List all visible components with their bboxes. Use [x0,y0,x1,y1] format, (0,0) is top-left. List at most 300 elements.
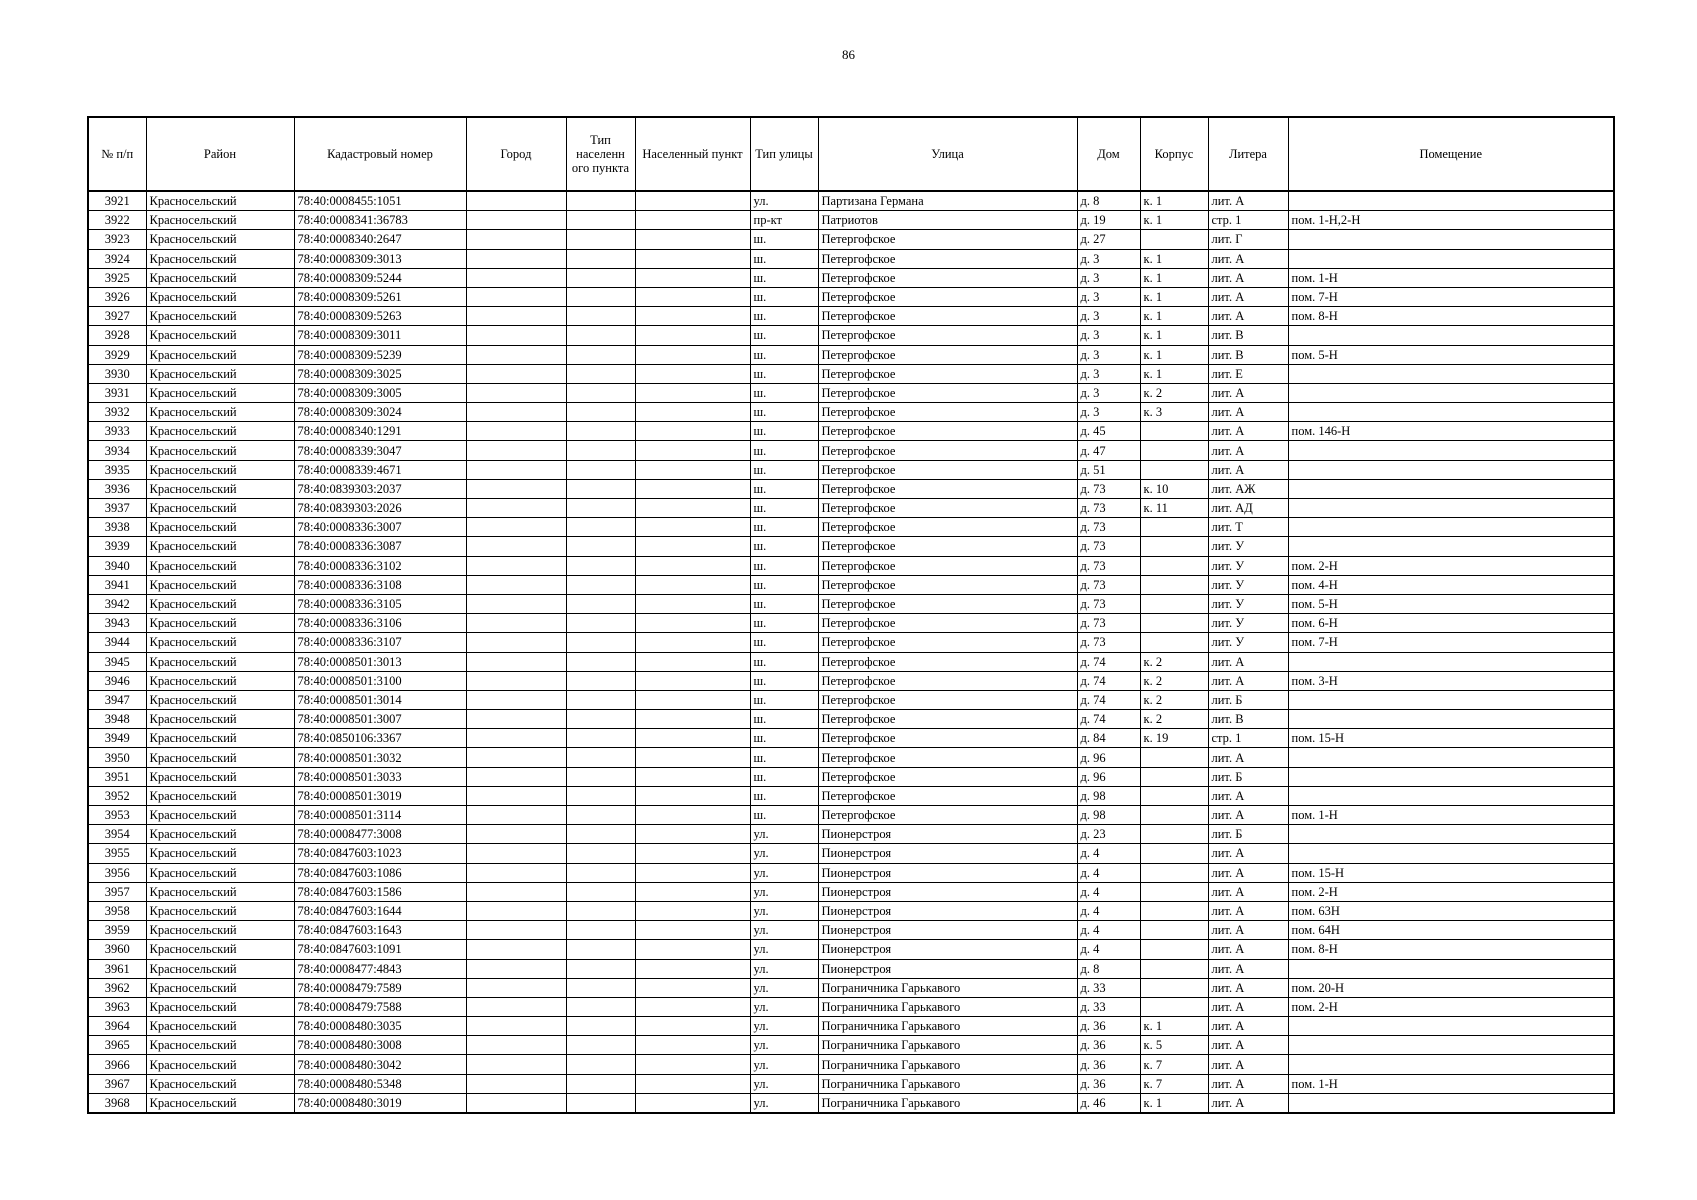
settlement-type-cell [566,767,635,786]
house-cell: д. 3 [1077,403,1140,422]
house-cell: д. 4 [1077,901,1140,920]
building-cell: к. 1 [1140,326,1208,345]
settlement-type-cell [566,249,635,268]
district-cell: Красносельский [146,191,294,211]
city-cell [466,901,566,920]
settlement-type-cell [566,997,635,1016]
building-cell: к. 1 [1140,287,1208,306]
street-type-cell: ул. [750,959,818,978]
premises-cell [1288,326,1614,345]
district-cell: Красносельский [146,211,294,230]
settlement-type-cell [566,345,635,364]
street-type-cell: ш. [750,614,818,633]
street-cell: Петергофское [818,614,1077,633]
settlement-cell [635,959,750,978]
letter-cell: лит. А [1208,1093,1288,1113]
building-cell: к. 1 [1140,211,1208,230]
row-number-cell: 3944 [88,633,146,652]
settlement-type-cell [566,594,635,613]
premises-cell [1288,479,1614,498]
house-cell: д. 74 [1077,690,1140,709]
city-cell [466,326,566,345]
table-row [88,1055,1614,1074]
city-cell [466,422,566,441]
street-cell: Петергофское [818,575,1077,594]
district-cell: Красносельский [146,614,294,633]
row-number-cell: 3935 [88,460,146,479]
house-cell: д. 98 [1077,786,1140,805]
settlement-type-cell [566,748,635,767]
letter-cell: лит. А [1208,786,1288,805]
city-cell [466,806,566,825]
cadastral-number-cell: 78:40:0008480:5348 [294,1074,466,1093]
letter-cell: лит. У [1208,575,1288,594]
settlement-type-cell [566,940,635,959]
premises-cell [1288,959,1614,978]
settlement-type-cell [566,633,635,652]
cadastral-number-cell: 78:40:0008477:3008 [294,825,466,844]
settlement-cell [635,767,750,786]
table-row [88,1017,1614,1036]
settlement-cell [635,633,750,652]
district-cell: Красносельский [146,767,294,786]
city-cell [466,594,566,613]
building-cell [1140,575,1208,594]
street-cell: Петергофское [818,287,1077,306]
settlement-cell [635,345,750,364]
premises-cell: пом. 5-Н [1288,345,1614,364]
cadastral-number-cell: 78:40:0008309:5239 [294,345,466,364]
street-type-cell: ул. [750,191,818,211]
row-number-cell: 3942 [88,594,146,613]
street-type-cell: ш. [750,710,818,729]
city-cell [466,882,566,901]
row-number-cell: 3934 [88,441,146,460]
street-cell: Петергофское [818,556,1077,575]
premises-cell: пом. 4-Н [1288,575,1614,594]
table-row [88,307,1614,326]
column-header-building: Корпус [1140,117,1208,191]
city-cell [466,786,566,805]
building-cell [1140,825,1208,844]
building-cell: к. 7 [1140,1074,1208,1093]
house-cell: д. 98 [1077,806,1140,825]
premises-cell: пом. 7-Н [1288,633,1614,652]
house-cell: д. 3 [1077,268,1140,287]
building-cell [1140,518,1208,537]
table-row [88,537,1614,556]
letter-cell: лит. А [1208,1036,1288,1055]
settlement-type-cell [566,441,635,460]
column-header-settlement-type: Тип населенн ого пункта [566,117,635,191]
settlement-cell [635,1017,750,1036]
city-cell [466,403,566,422]
house-cell: д. 73 [1077,594,1140,613]
row-number-cell: 3930 [88,364,146,383]
table-row [88,748,1614,767]
letter-cell: лит. А [1208,1074,1288,1093]
street-cell: Петергофское [818,422,1077,441]
table-row [88,901,1614,920]
premises-cell [1288,441,1614,460]
district-cell: Красносельский [146,422,294,441]
premises-cell: пом. 8-Н [1288,940,1614,959]
premises-cell [1288,1036,1614,1055]
street-cell: Патриотов [818,211,1077,230]
street-cell: Пограничника Гарькавого [818,997,1077,1016]
street-type-cell: ш. [750,786,818,805]
street-type-cell: ул. [750,901,818,920]
building-cell [1140,614,1208,633]
settlement-type-cell [566,403,635,422]
city-cell [466,364,566,383]
district-cell: Красносельский [146,326,294,345]
street-cell: Петергофское [818,326,1077,345]
row-number-cell: 3933 [88,422,146,441]
settlement-cell [635,594,750,613]
letter-cell: лит. У [1208,633,1288,652]
street-type-cell: ул. [750,863,818,882]
settlement-cell [635,518,750,537]
premises-cell [1288,383,1614,402]
city-cell [466,191,566,211]
row-number-cell: 3941 [88,575,146,594]
property-registry-table [87,116,1615,1114]
cadastral-number-cell: 78:40:0008501:3007 [294,710,466,729]
building-cell [1140,978,1208,997]
district-cell: Красносельский [146,230,294,249]
letter-cell: лит. Б [1208,825,1288,844]
city-cell [466,518,566,537]
settlement-cell [635,997,750,1016]
district-cell: Красносельский [146,345,294,364]
premises-cell: пом. 20-Н [1288,978,1614,997]
cadastral-number-cell: 78:40:0008480:3019 [294,1093,466,1113]
premises-cell: пом. 1-Н,2-Н [1288,211,1614,230]
cadastral-number-cell: 78:40:0008336:3106 [294,614,466,633]
premises-cell: пом. 5-Н [1288,594,1614,613]
letter-cell: лит. Г [1208,230,1288,249]
house-cell: д. 74 [1077,652,1140,671]
cadastral-number-cell: 78:40:0008501:3019 [294,786,466,805]
row-number-cell: 3962 [88,978,146,997]
street-cell: Петергофское [818,307,1077,326]
cadastral-number-cell: 78:40:0008501:3014 [294,690,466,709]
cadastral-number-cell: 78:40:0008480:3035 [294,1017,466,1036]
district-cell: Красносельский [146,1036,294,1055]
settlement-cell [635,748,750,767]
letter-cell: лит. А [1208,460,1288,479]
row-number-cell: 3923 [88,230,146,249]
house-cell: д. 47 [1077,441,1140,460]
cadastral-number-cell: 78:40:0008480:3008 [294,1036,466,1055]
row-number-cell: 3968 [88,1093,146,1113]
street-type-cell: ул. [750,1074,818,1093]
settlement-type-cell [566,671,635,690]
premises-cell [1288,191,1614,211]
settlement-cell [635,479,750,498]
settlement-type-cell [566,882,635,901]
table-row [88,499,1614,518]
city-cell [466,652,566,671]
letter-cell: лит. У [1208,614,1288,633]
premises-cell [1288,364,1614,383]
house-cell: д. 74 [1077,710,1140,729]
street-type-cell: ш. [750,671,818,690]
district-cell: Красносельский [146,671,294,690]
building-cell [1140,806,1208,825]
row-number-cell: 3946 [88,671,146,690]
district-cell: Красносельский [146,499,294,518]
letter-cell: стр. 1 [1208,211,1288,230]
table-row [88,556,1614,575]
house-cell: д. 3 [1077,249,1140,268]
letter-cell: лит. А [1208,671,1288,690]
district-cell: Красносельский [146,901,294,920]
table-row [88,978,1614,997]
settlement-cell [635,249,750,268]
city-cell [466,825,566,844]
premises-cell [1288,825,1614,844]
settlement-type-cell [566,806,635,825]
house-cell: д. 73 [1077,633,1140,652]
column-header-street-type: Тип улицы [750,117,818,191]
settlement-type-cell [566,729,635,748]
settlement-type-cell [566,1055,635,1074]
letter-cell: лит. А [1208,383,1288,402]
cadastral-number-cell: 78:40:0847603:1091 [294,940,466,959]
cadastral-number-cell: 78:40:0008309:3024 [294,403,466,422]
letter-cell: лит. А [1208,249,1288,268]
building-cell [1140,863,1208,882]
building-cell [1140,556,1208,575]
street-type-cell: ул. [750,997,818,1016]
table-row [88,268,1614,287]
letter-cell: стр. 1 [1208,729,1288,748]
column-header-city: Город [466,117,566,191]
city-cell [466,690,566,709]
district-cell: Красносельский [146,748,294,767]
row-number-cell: 3936 [88,479,146,498]
building-cell: к. 1 [1140,191,1208,211]
street-cell: Пионерстроя [818,844,1077,863]
table-row [88,249,1614,268]
settlement-type-cell [566,211,635,230]
letter-cell: лит. А [1208,268,1288,287]
street-cell: Пионерстроя [818,825,1077,844]
table-header-row [88,117,1614,191]
row-number-cell: 3939 [88,537,146,556]
row-number-cell: 3952 [88,786,146,805]
house-cell: д. 36 [1077,1074,1140,1093]
settlement-type-cell [566,1074,635,1093]
row-number-cell: 3959 [88,921,146,940]
house-cell: д. 3 [1077,364,1140,383]
city-cell [466,748,566,767]
street-cell: Пограничника Гарькавого [818,1093,1077,1113]
row-number-cell: 3956 [88,863,146,882]
settlement-cell [635,614,750,633]
table-row [88,882,1614,901]
district-cell: Красносельский [146,690,294,709]
letter-cell: лит. А [1208,403,1288,422]
street-cell: Петергофское [818,537,1077,556]
city-cell [466,345,566,364]
settlement-type-cell [566,1036,635,1055]
premises-cell [1288,1017,1614,1036]
street-type-cell: ул. [750,825,818,844]
premises-cell: пом. 1-Н [1288,1074,1614,1093]
settlement-cell [635,537,750,556]
house-cell: д. 45 [1077,422,1140,441]
building-cell: к. 1 [1140,1017,1208,1036]
settlement-cell [635,307,750,326]
premises-cell: пом. 1-Н [1288,268,1614,287]
building-cell: к. 1 [1140,345,1208,364]
table-row [88,479,1614,498]
settlement-type-cell [566,901,635,920]
table-row [88,594,1614,613]
letter-cell: лит. А [1208,652,1288,671]
city-cell [466,767,566,786]
house-cell: д. 4 [1077,844,1140,863]
table-row [88,729,1614,748]
building-cell [1140,997,1208,1016]
cadastral-number-cell: 78:40:0008455:1051 [294,191,466,211]
building-cell: к. 1 [1140,364,1208,383]
premises-cell: пом. 7-Н [1288,287,1614,306]
city-cell [466,249,566,268]
building-cell: к. 2 [1140,383,1208,402]
premises-cell: пом. 63Н [1288,901,1614,920]
house-cell: д. 73 [1077,537,1140,556]
street-cell: Пионерстроя [818,882,1077,901]
street-type-cell: ул. [750,844,818,863]
house-cell: д. 3 [1077,307,1140,326]
settlement-cell [635,882,750,901]
street-cell: Петергофское [818,786,1077,805]
street-cell: Пограничника Гарькавого [818,1074,1077,1093]
premises-cell: пом. 2-Н [1288,556,1614,575]
street-cell: Пограничника Гарькавого [818,1055,1077,1074]
city-cell [466,230,566,249]
street-cell: Петергофское [818,403,1077,422]
settlement-cell [635,460,750,479]
district-cell: Красносельский [146,863,294,882]
district-cell: Красносельский [146,940,294,959]
column-header-letter: Литера [1208,117,1288,191]
premises-cell [1288,249,1614,268]
letter-cell: лит. Б [1208,690,1288,709]
building-cell [1140,748,1208,767]
city-cell [466,921,566,940]
city-cell [466,959,566,978]
cadastral-number-cell: 78:40:0839303:2037 [294,479,466,498]
cadastral-number-cell: 78:40:0008477:4843 [294,959,466,978]
street-cell: Пионерстроя [818,901,1077,920]
settlement-type-cell [566,364,635,383]
row-number-cell: 3921 [88,191,146,211]
settlement-type-cell [566,537,635,556]
city-cell [466,441,566,460]
row-number-cell: 3958 [88,901,146,920]
street-cell: Пограничника Гарькавого [818,978,1077,997]
column-header-number: № п/п [88,117,146,191]
premises-cell: пом. 15-Н [1288,729,1614,748]
building-cell [1140,940,1208,959]
house-cell: д. 4 [1077,882,1140,901]
row-number-cell: 3950 [88,748,146,767]
settlement-type-cell [566,556,635,575]
house-cell: д. 36 [1077,1036,1140,1055]
table-row [88,326,1614,345]
premises-cell [1288,230,1614,249]
row-number-cell: 3931 [88,383,146,402]
row-number-cell: 3963 [88,997,146,1016]
street-cell: Партизана Германа [818,191,1077,211]
street-cell: Петергофское [818,748,1077,767]
house-cell: д. 8 [1077,959,1140,978]
district-cell: Красносельский [146,786,294,805]
row-number-cell: 3928 [88,326,146,345]
letter-cell: лит. А [1208,863,1288,882]
table-row [88,364,1614,383]
premises-cell [1288,786,1614,805]
table-row [88,1074,1614,1093]
street-type-cell: ш. [750,307,818,326]
row-number-cell: 3949 [88,729,146,748]
house-cell: д. 73 [1077,479,1140,498]
settlement-cell [635,1093,750,1113]
building-cell [1140,537,1208,556]
cadastral-number-cell: 78:40:0008309:3011 [294,326,466,345]
row-number-cell: 3925 [88,268,146,287]
city-cell [466,671,566,690]
settlement-cell [635,901,750,920]
settlement-cell [635,844,750,863]
table-row [88,652,1614,671]
cadastral-number-cell: 78:40:0008339:3047 [294,441,466,460]
city-cell [466,268,566,287]
table-row [88,997,1614,1016]
district-cell: Красносельский [146,575,294,594]
letter-cell: лит. А [1208,844,1288,863]
district-cell: Красносельский [146,633,294,652]
column-header-house: Дом [1077,117,1140,191]
row-number-cell: 3955 [88,844,146,863]
street-type-cell: ш. [750,690,818,709]
street-type-cell: ул. [750,1017,818,1036]
house-cell: д. 23 [1077,825,1140,844]
building-cell: к. 3 [1140,403,1208,422]
city-cell [466,556,566,575]
house-cell: д. 4 [1077,921,1140,940]
settlement-cell [635,403,750,422]
house-cell: д. 36 [1077,1017,1140,1036]
house-cell: д. 46 [1077,1093,1140,1113]
letter-cell: лит. Е [1208,364,1288,383]
building-cell [1140,844,1208,863]
letter-cell: лит. Т [1208,518,1288,537]
settlement-cell [635,268,750,287]
cadastral-number-cell: 78:40:0008309:5261 [294,287,466,306]
table-row [88,441,1614,460]
street-type-cell: ш. [750,652,818,671]
settlement-cell [635,921,750,940]
house-cell: д. 73 [1077,614,1140,633]
building-cell: к. 2 [1140,710,1208,729]
row-number-cell: 3945 [88,652,146,671]
